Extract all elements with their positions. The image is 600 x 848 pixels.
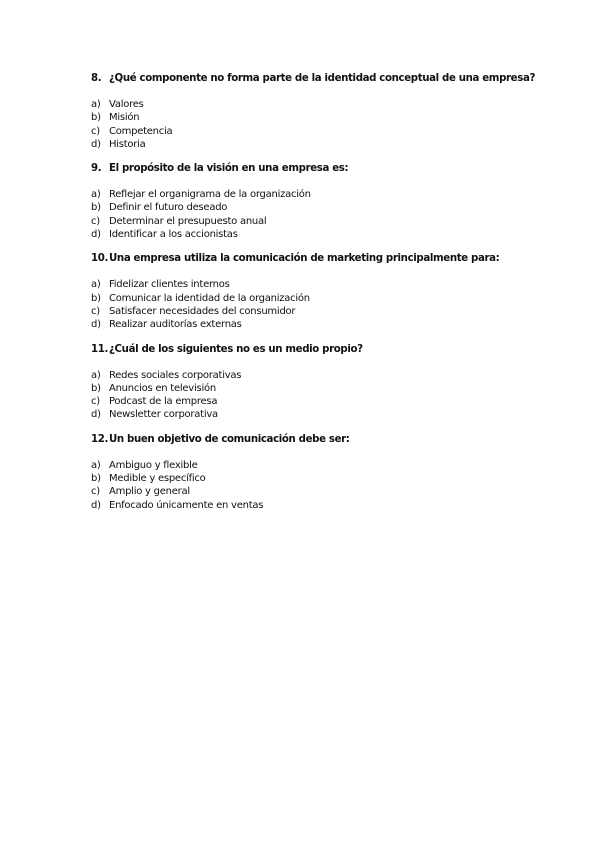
option-d [91, 138, 551, 151]
option-text: Realizar auditorías externas [109, 319, 242, 331]
option-letter: b) [91, 202, 101, 214]
option-letter: d) [91, 409, 101, 421]
option-text: Comunicar la identidad de la organización [109, 292, 310, 304]
option-text: Fidelizar clientes internos [109, 279, 230, 291]
question-12 [91, 433, 551, 512]
option-text: Newsletter corporativa [109, 409, 218, 421]
option-d [91, 499, 551, 512]
question-number: 11. [91, 343, 108, 355]
option-letter: d) [91, 138, 101, 150]
option-text: Reflejar el organigrama de la organización [109, 189, 311, 201]
option-text: Valores [109, 99, 144, 110]
option-text: Amplio y general [109, 486, 190, 498]
option-b [91, 111, 551, 124]
option-letter: a) [91, 99, 101, 110]
question-title [91, 252, 551, 266]
option-c [91, 395, 551, 408]
option-letter: a) [91, 459, 101, 471]
option-letter: a) [91, 369, 101, 381]
option-letter: c) [91, 486, 100, 498]
option-text: Identificar a los accionistas [109, 229, 238, 241]
option-text: Enfocado únicamente en ventas [109, 499, 264, 511]
question-9 [91, 162, 551, 241]
question-list [91, 72, 551, 523]
option-text: Determinar el presupuesto anual [109, 215, 267, 227]
option-c [91, 305, 551, 318]
question-text: ¿Qué componente no forma parte de la identidad conceptual de una empresa? [109, 73, 536, 84]
question-text: Una empresa utiliza la comunicación de marketing principalmente para: [109, 253, 500, 265]
option-c [91, 485, 551, 498]
option-text: Misión [109, 112, 140, 124]
option-letter: c) [91, 125, 100, 137]
option-a [91, 459, 551, 472]
option-d [91, 318, 551, 331]
question-text: El propósito de la visión en una empresa es: [109, 163, 349, 175]
option-text: Ambiguo y flexible [109, 459, 198, 471]
option-d [91, 408, 551, 421]
option-text: Podcast de la empresa [109, 396, 218, 408]
option-letter: c) [91, 305, 100, 317]
option-b [91, 201, 551, 214]
option-list [91, 188, 551, 241]
option-b [91, 472, 551, 485]
question-title [91, 162, 551, 176]
question-number: 12. [91, 433, 108, 445]
option-letter: b) [91, 382, 101, 394]
question-10 [91, 252, 551, 331]
option-letter: d) [91, 229, 101, 241]
question-11 [91, 343, 551, 422]
question-text: Un buen objetivo de comunicación debe ser: [109, 433, 350, 445]
option-text: Anuncios en televisión [109, 382, 216, 394]
question-number: 9. [91, 163, 102, 175]
option-letter: b) [91, 292, 101, 304]
question-title [91, 72, 551, 86]
option-text: Redes sociales corporativas [109, 369, 242, 381]
option-list [91, 459, 551, 512]
question-number: 10. [91, 253, 108, 265]
option-text: Definir el futuro deseado [109, 202, 228, 214]
option-b [91, 292, 551, 305]
option-a [91, 188, 551, 201]
option-list [91, 98, 551, 151]
option-letter: a) [91, 189, 101, 201]
option-a [91, 278, 551, 291]
option-b [91, 382, 551, 395]
option-a [91, 369, 551, 382]
option-text: Satisfacer necesidades del consumidor [109, 305, 296, 317]
option-letter: d) [91, 319, 101, 331]
question-number: 8. [91, 73, 102, 84]
question-text: ¿Cuál de los siguientes no es un medio propio? [109, 343, 363, 355]
option-c [91, 215, 551, 228]
option-a [91, 98, 551, 111]
option-c [91, 125, 551, 138]
option-d [91, 228, 551, 241]
option-text: Historia [109, 138, 146, 150]
option-letter: c) [91, 215, 100, 227]
option-letter: b) [91, 112, 101, 124]
option-letter: b) [91, 473, 101, 485]
question-8 [91, 72, 551, 151]
option-text: Medible y específico [109, 473, 206, 485]
option-list [91, 278, 551, 331]
option-letter: c) [91, 396, 100, 408]
option-letter: d) [91, 499, 101, 511]
question-title [91, 433, 551, 447]
question-title [91, 343, 551, 357]
option-list [91, 369, 551, 422]
option-text: Competencia [109, 125, 173, 137]
option-letter: a) [91, 279, 101, 291]
